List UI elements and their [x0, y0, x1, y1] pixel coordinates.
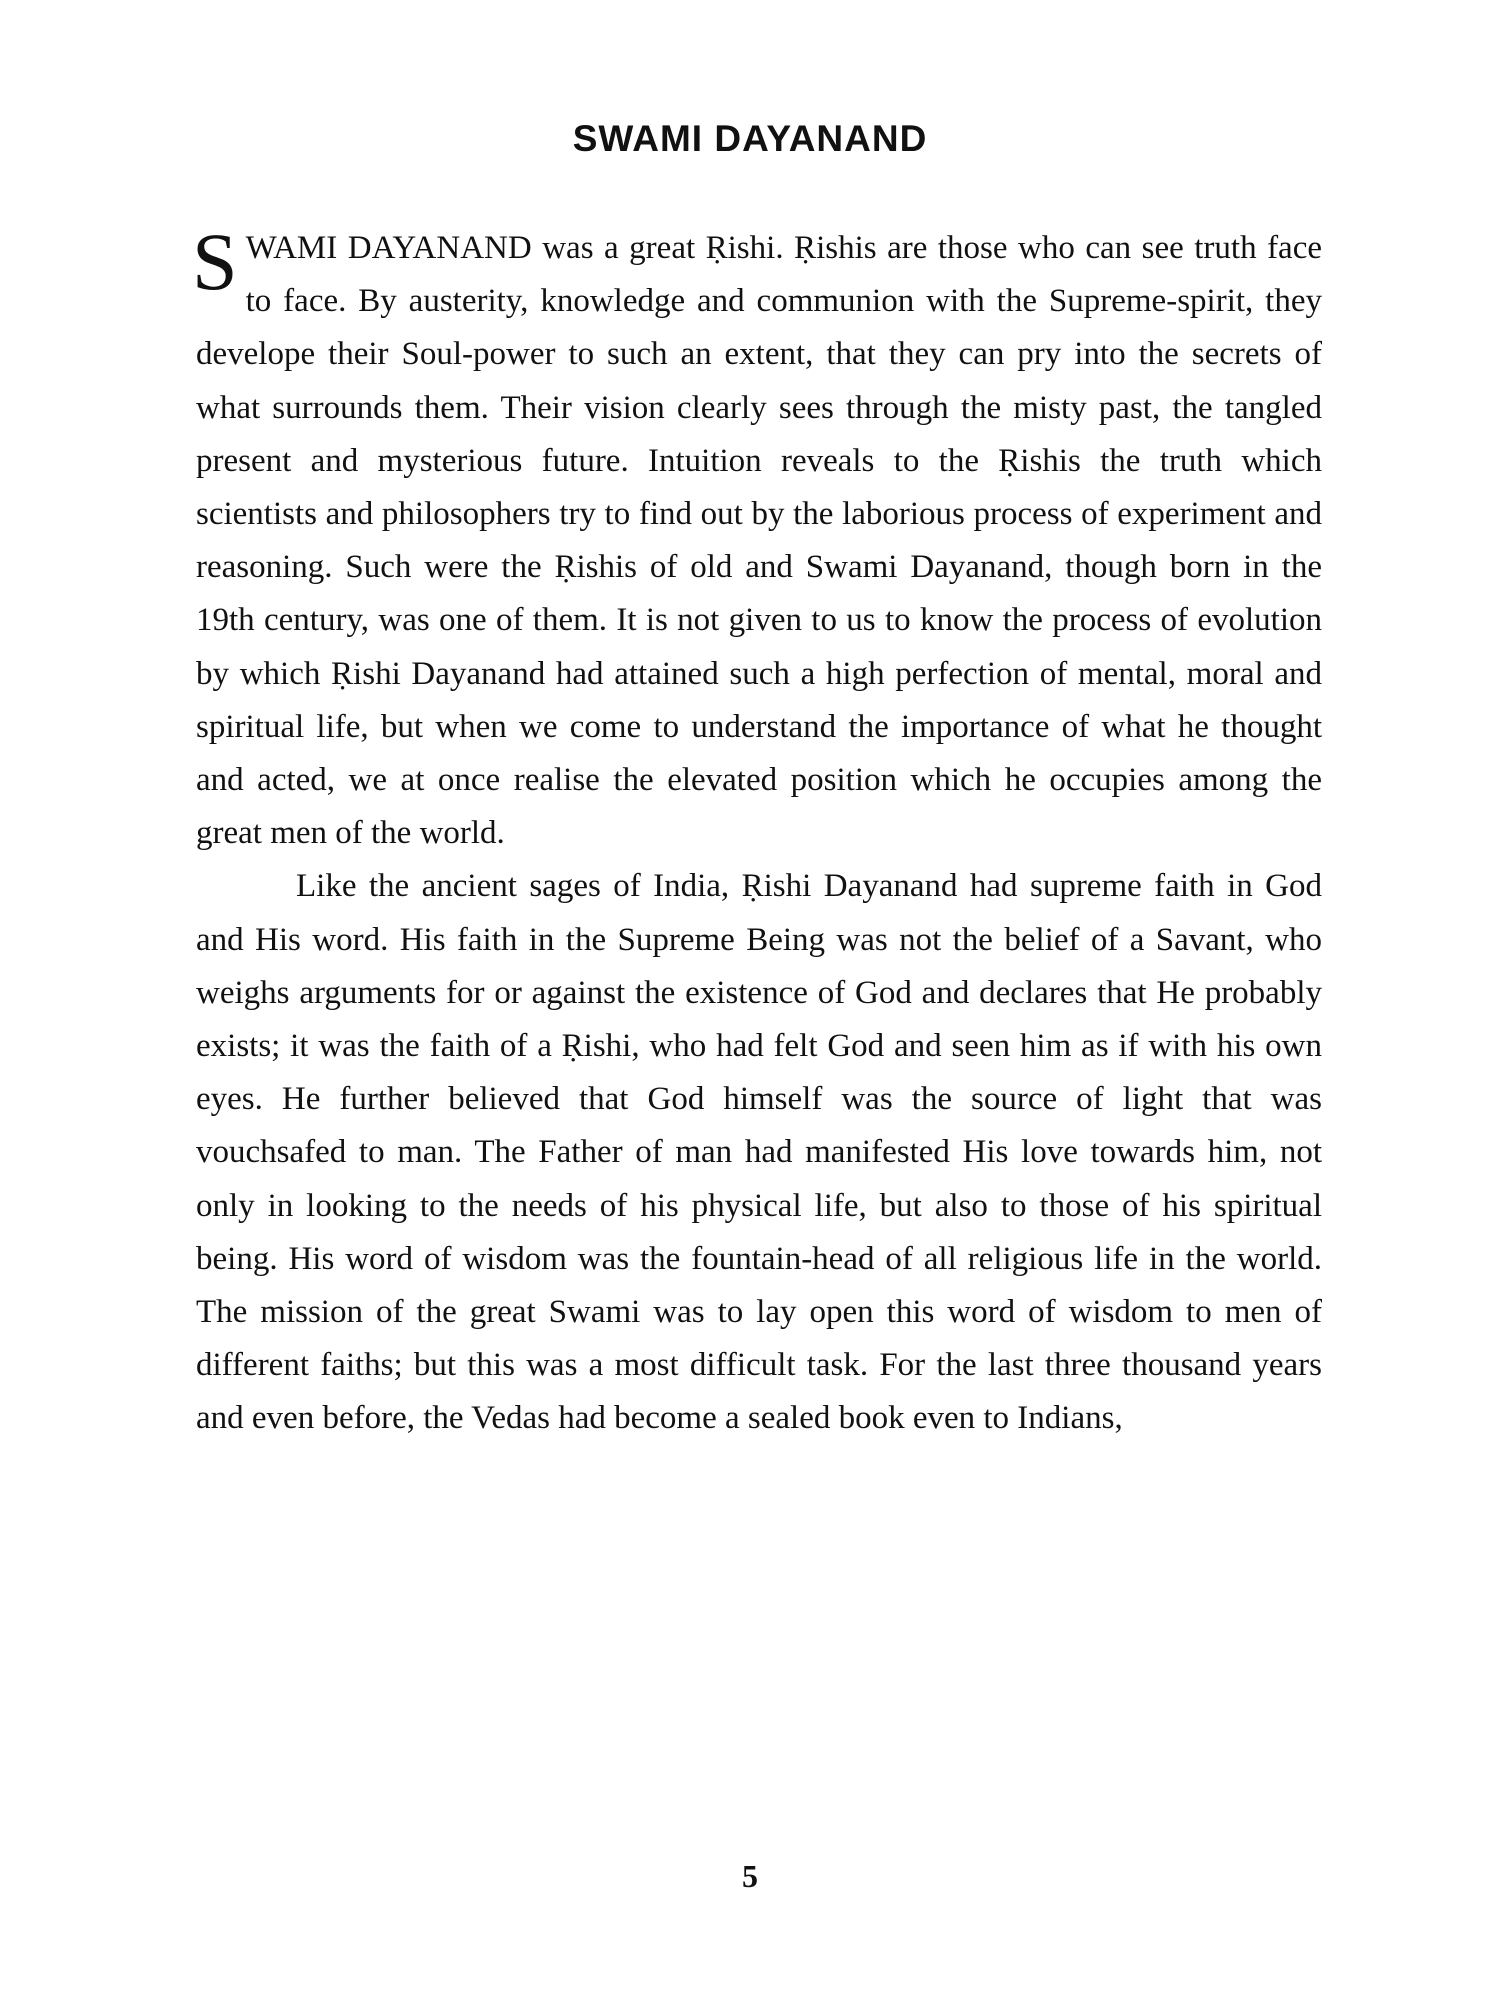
- body-text: [192, 216, 1322, 1446]
- drop-cap: S: [192, 216, 238, 307]
- paragraph-1-lead: WAMI DAYANAND: [245, 230, 532, 266]
- paragraph-2-text: Like the ancient sages of India, Ṛishi Dayanand had supreme faith in God and His word. His faith in the Supreme Being was not the belief of a Savant, who weighs arguments for or against the existence of God and declares that He probably exists; it was the faith of a Ṛishi, who had felt God and seen him as if with his own eyes. He further believed that God himself was the source of light that was vouchsafed to man. The Father of man had manifested His love towards him, not only in looking to the needs of his physical life, but also to those of his spiritual being. His word of wisdom was the fountain-head of all religious life in the world. The mission of the great Swami was to lay open this word of wisdom to men of different faiths; but this was a most difficult task. For the last three thousand years and even before, the Vedas had become a sealed book even to Indians,: [196, 868, 1322, 1437]
- paragraph-2: [196, 860, 1322, 1445]
- page-number: 5: [742, 1858, 758, 1894]
- paragraph-1: [192, 216, 1322, 860]
- page-title: SWAMI DAYANAND: [572, 118, 928, 159]
- paragraph-1-text: was a great Ṛishi. Ṛishis are those who can see truth face to face. By austerity, knowledge and communion with the Supreme-spirit, they develope their Soul-power to such an extent, that they can pry into the secrets of what surrounds them. Their vision clearly sees through the misty past, the tangled present and mysterious future. Intuition reveals to the Ṛishis the truth which scientists and philosophers try to find out by the laborious process of experiment and reasoning. Such were the Ṛishis of old and Swami Dayanand, though born in the 19th century, was one of them. It is not given to us to know the process of evolution by which Ṛishi Dayanand had attained such a high perfection of mental, moral and spiritual life, but when we come to understand the importance of what he thought and acted, we at once realise the elevated position which he occupies among the great men of the world.: [196, 230, 1322, 852]
